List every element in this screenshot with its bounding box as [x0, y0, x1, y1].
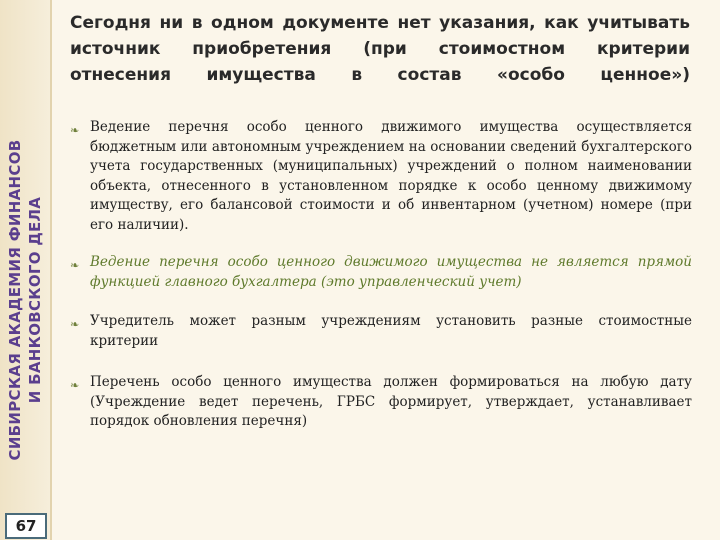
- bullet-text-italic: Ведение перечня особо ценного движимого имущества не является прямой функцией главного бухгалтера (это управленческий учет): [90, 254, 692, 290]
- bullet-item: [70, 118, 692, 235]
- slide-title: [70, 10, 690, 88]
- title-line-3: отнесения имущества в состав «особо ценное»): [70, 65, 690, 85]
- ornamental-bullet-icon: ❧: [70, 318, 80, 331]
- title-line-2: источник приобретения (при стоимостном критерии: [70, 39, 690, 59]
- academy-name-line-1: СИБИРСКАЯ АКАДЕМИЯ ФИНАНСОВ: [6, 139, 24, 461]
- page-number: 67: [5, 513, 47, 539]
- bullet-text: Учредитель может разным учреждениям установить разные стоимостные критерии: [90, 313, 692, 349]
- bullet-text: Ведение перечня особо ценного движимого имущества осуществляется бюджетным или автономным учреждением на основании сведений бухгалтерского учета государственных (муниципальных) учреждений о полном наименовании объекта, отнесенного в установленном порядке к особо ценному движимому имуществу, его балансовой стоимости и об инвентарном (учетном) номере (при его наличии).: [90, 119, 692, 233]
- academy-name-line-2: И БАНКОВСКОГО ДЕЛА: [26, 196, 44, 404]
- bullet-list: [70, 118, 692, 432]
- title-line-1: Сегодня ни в одном документе нет указания, как учитывать: [70, 13, 690, 33]
- ornamental-bullet-icon: ❧: [70, 259, 80, 272]
- bullet-item: [70, 373, 692, 432]
- academy-name: [5, 140, 45, 461]
- sidebar: [0, 0, 52, 540]
- bullet-item: [70, 253, 692, 292]
- ornamental-bullet-icon: ❧: [70, 379, 80, 392]
- bullet-item: [70, 312, 692, 351]
- bullet-text: Перечень особо ценного имущества должен формироваться на любую дату (Учреждение ведет перечень, ГРБС формирует, утверждает, устанавливает порядок обновления перечня): [90, 374, 692, 429]
- ornamental-bullet-icon: ❧: [70, 124, 80, 137]
